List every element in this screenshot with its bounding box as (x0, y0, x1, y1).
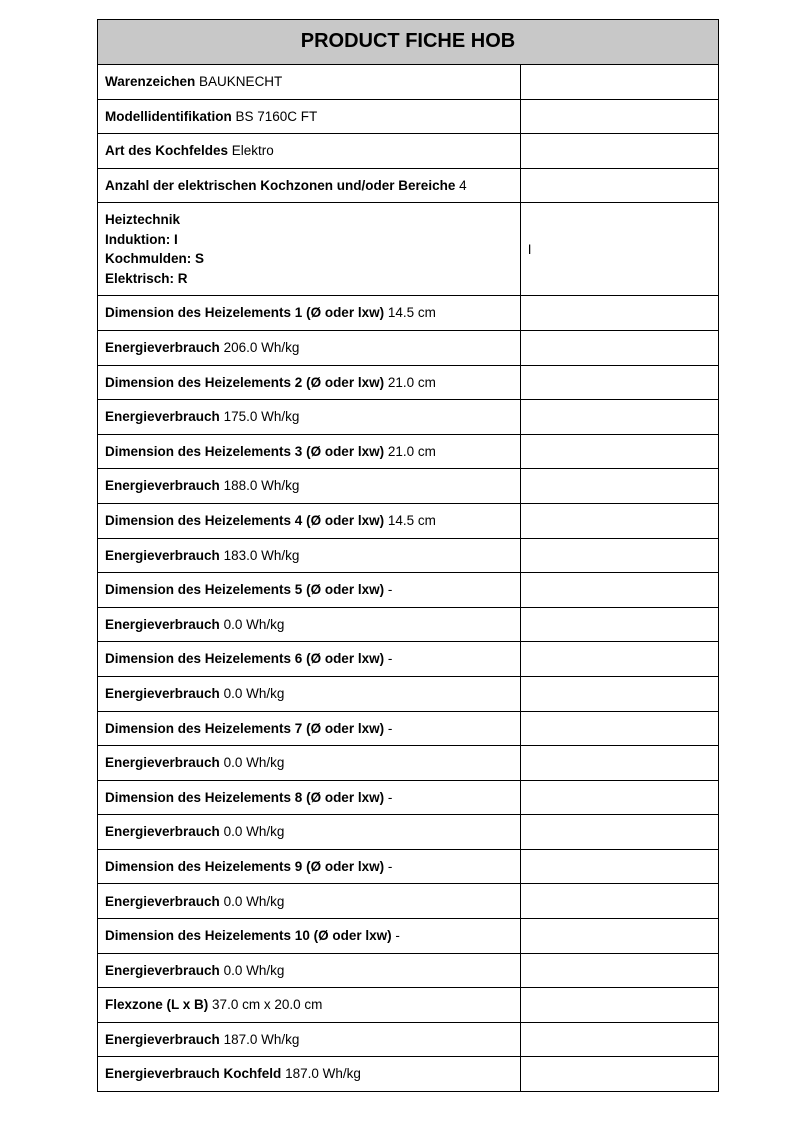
row-value: 188.0 Wh/kg (223, 478, 300, 494)
row-value: 187.0 Wh/kg (223, 1031, 300, 1047)
label-cell (98, 503, 521, 538)
right-cell (520, 503, 718, 538)
label-cell (98, 642, 521, 677)
label-cell (98, 676, 521, 711)
label-cell (98, 1022, 521, 1057)
row-value: 21.0 cm (387, 374, 436, 390)
label-cell (98, 134, 521, 169)
row-label: Dimension des Heizelements 5 (Ø oder lxw) (105, 582, 385, 598)
right-cell (520, 168, 718, 203)
row-label: Energieverbrauch (105, 755, 220, 771)
table-row (98, 884, 719, 919)
right-cell (520, 642, 718, 677)
right-cell (520, 676, 718, 711)
row-value: 14.5 cm (387, 512, 436, 528)
table-row (98, 815, 719, 850)
label-cell (98, 919, 521, 954)
row-label: Energieverbrauch (105, 893, 220, 909)
label-cell (98, 168, 521, 203)
row-label: Anzahl der elektrischen Kochzonen und/oder Bereiche (105, 177, 456, 193)
table-row (98, 746, 719, 781)
row-label: Energieverbrauch (105, 824, 220, 840)
table-row (98, 573, 719, 608)
heating-title: Heiztechnik (105, 212, 181, 228)
right-cell (520, 365, 718, 400)
row-label: Warenzeichen (105, 74, 196, 90)
row-label: Dimension des Heizelements 10 (Ø oder lxw) (105, 928, 392, 944)
label-cell (98, 1057, 521, 1092)
label-cell (98, 330, 521, 365)
row-label: Energieverbrauch (105, 616, 220, 632)
row-label: Dimension des Heizelements 2 (Ø oder lxw) (105, 374, 385, 390)
title-row (98, 20, 719, 65)
right-cell (520, 815, 718, 850)
right-cell (520, 296, 718, 331)
row-label: Energieverbrauch (105, 962, 220, 978)
table-row (98, 400, 719, 435)
row-value: 0.0 Wh/kg (223, 685, 285, 701)
table-row (98, 469, 719, 504)
heating-hotplates: Kochmulden: S (105, 251, 205, 267)
row-value: 37.0 cm x 20.0 cm (212, 997, 323, 1013)
right-cell (520, 400, 718, 435)
right-cell (520, 953, 718, 988)
heating-technology-row (98, 203, 719, 296)
table-row (98, 365, 719, 400)
label-cell (98, 400, 521, 435)
table-row (98, 1057, 719, 1092)
row-label: Dimension des Heizelements 8 (Ø oder lxw) (105, 789, 385, 805)
table-row (98, 607, 719, 642)
row-value: 0.0 Wh/kg (223, 755, 285, 771)
label-cell (98, 573, 521, 608)
table-row (98, 953, 719, 988)
table-row (98, 65, 719, 100)
row-label: Energieverbrauch (105, 1031, 220, 1047)
right-cell (520, 988, 718, 1023)
row-value: 0.0 Wh/kg (223, 962, 285, 978)
row-label: Dimension des Heizelements 3 (Ø oder lxw) (105, 443, 385, 459)
table-row (98, 503, 719, 538)
label-cell (98, 296, 521, 331)
row-value: 183.0 Wh/kg (223, 547, 300, 563)
row-label: Energieverbrauch (105, 685, 220, 701)
table-row (98, 1022, 719, 1057)
row-value: 187.0 Wh/kg (285, 1066, 361, 1082)
row-value: 0.0 Wh/kg (223, 616, 285, 632)
row-label: Dimension des Heizelements 4 (Ø oder lxw) (105, 512, 385, 528)
right-cell (520, 134, 718, 169)
label-cell (98, 538, 521, 573)
label-cell (98, 953, 521, 988)
row-label: Energieverbrauch (105, 409, 220, 425)
table-row (98, 676, 719, 711)
right-cell (520, 607, 718, 642)
right-cell (520, 330, 718, 365)
page-title: PRODUCT FICHE HOB (98, 20, 719, 65)
row-value: 21.0 cm (387, 443, 436, 459)
right-cell (520, 919, 718, 954)
row-label: Flexzone (L x B) (105, 997, 209, 1013)
label-cell (98, 469, 521, 504)
label-cell (98, 884, 521, 919)
table-row (98, 711, 719, 746)
row-label: Dimension des Heizelements 6 (Ø oder lxw) (105, 651, 385, 667)
row-label: Energieverbrauch Kochfeld (105, 1066, 282, 1082)
row-label: Modellidentifikation (105, 108, 232, 124)
label-cell (98, 365, 521, 400)
right-cell (520, 434, 718, 469)
row-value: - (395, 928, 400, 944)
right-cell (520, 849, 718, 884)
row-label: Dimension des Heizelements 1 (Ø oder lxw) (105, 305, 385, 321)
row-label: Energieverbrauch (105, 478, 220, 494)
table-row (98, 296, 719, 331)
row-value: - (387, 789, 393, 805)
table-row (98, 988, 719, 1023)
right-cell (520, 99, 718, 134)
right-cell (520, 573, 718, 608)
row-value: - (387, 582, 393, 598)
heating-induction: Induktion: I (105, 231, 178, 247)
right-cell (520, 1022, 718, 1057)
row-value: 0.0 Wh/kg (223, 893, 285, 909)
label-cell (98, 607, 521, 642)
row-value: - (387, 651, 393, 667)
label-cell (98, 99, 521, 134)
table-row (98, 434, 719, 469)
label-cell (98, 746, 521, 781)
label-cell (98, 780, 521, 815)
row-value: 4 (459, 177, 467, 193)
right-cell (520, 1057, 718, 1092)
right-cell (520, 469, 718, 504)
right-cell (520, 884, 718, 919)
label-cell (98, 849, 521, 884)
row-value: 206.0 Wh/kg (223, 340, 300, 356)
label-cell (98, 65, 521, 100)
row-value: 175.0 Wh/kg (223, 409, 300, 425)
heating-value-cell: I (520, 203, 718, 296)
row-value: - (387, 858, 393, 874)
right-cell (520, 65, 718, 100)
table-row (98, 849, 719, 884)
label-cell (98, 434, 521, 469)
table-row (98, 330, 719, 365)
right-cell (520, 746, 718, 781)
right-cell (520, 780, 718, 815)
table-row (98, 168, 719, 203)
label-cell (98, 988, 521, 1023)
table-row (98, 919, 719, 954)
table-row (98, 642, 719, 677)
table-row (98, 538, 719, 573)
row-value: BAUKNECHT (199, 74, 283, 90)
heating-electric: Elektrisch: R (105, 270, 188, 286)
row-value: 0.0 Wh/kg (223, 824, 285, 840)
table-row (98, 99, 719, 134)
product-fiche-table (97, 19, 719, 1092)
row-label: Art des Kochfeldes (105, 143, 229, 159)
table-row (98, 780, 719, 815)
label-cell (98, 711, 521, 746)
row-label: Energieverbrauch (105, 547, 220, 563)
right-cell (520, 538, 718, 573)
right-cell (520, 711, 718, 746)
row-value: - (387, 720, 393, 736)
table-row (98, 134, 719, 169)
row-label: Dimension des Heizelements 7 (Ø oder lxw) (105, 720, 385, 736)
row-value: Elektro (231, 143, 274, 159)
fiche-body (98, 65, 719, 1092)
row-label: Dimension des Heizelements 9 (Ø oder lxw) (105, 858, 385, 874)
heating-label-cell (98, 203, 521, 296)
row-value: 14.5 cm (387, 305, 436, 321)
label-cell (98, 815, 521, 850)
row-label: Energieverbrauch (105, 340, 220, 356)
row-value: BS 7160C FT (235, 108, 318, 124)
